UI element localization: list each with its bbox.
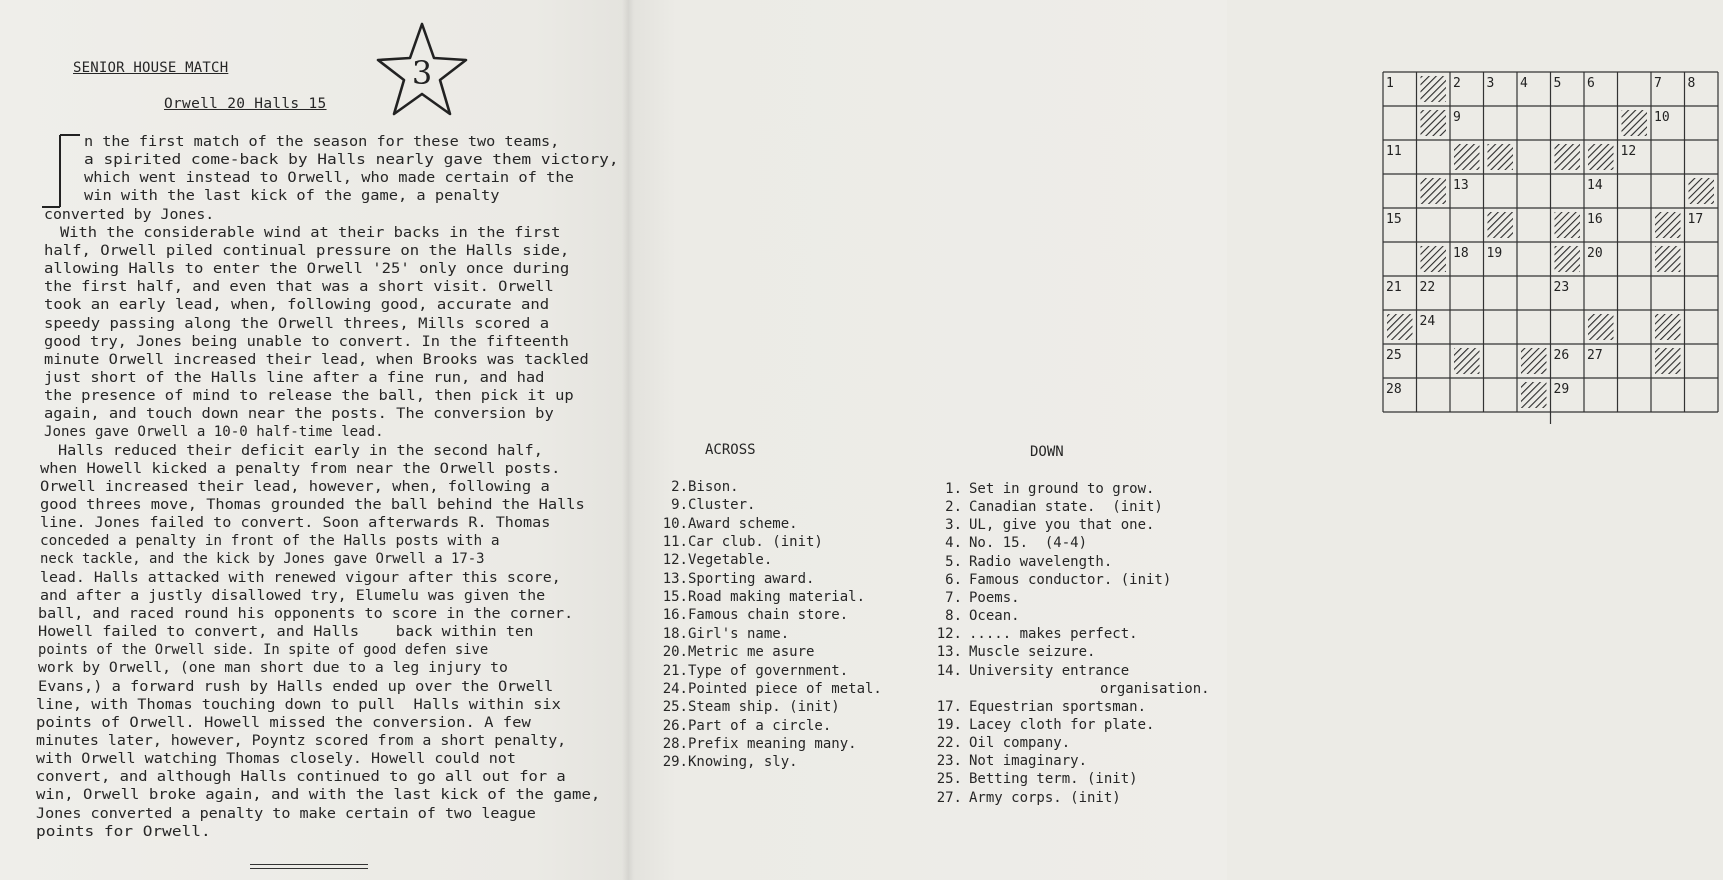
shaded-cell bbox=[1689, 178, 1715, 204]
article-line: half, Orwell piled continual pressure on the Halls side, bbox=[44, 242, 570, 259]
shaded-cell bbox=[1454, 348, 1480, 374]
clue-number: 22 bbox=[1419, 280, 1436, 295]
article-line: convert, and although Halls continued to go all out for a bbox=[36, 769, 566, 786]
clue-text: Type of government. bbox=[688, 662, 849, 679]
clue-number: 18 bbox=[1453, 246, 1469, 261]
article-line: Jones gave Orwell a 10-0 half-time lead. bbox=[44, 424, 384, 441]
clue-number: 8. bbox=[945, 608, 962, 625]
shaded-cell bbox=[1555, 144, 1581, 170]
article-line: neck tackle, and the kick by Jones gave Orwell a 17-3 bbox=[40, 551, 485, 568]
clue-text: ..... makes perfect. bbox=[969, 626, 1138, 643]
article-line: points of Orwell. Howell missed the conversion. A few bbox=[36, 714, 531, 731]
clue-number: 4 bbox=[1520, 76, 1528, 91]
clue-text: Set in ground to grow. bbox=[969, 481, 1155, 497]
clue-number: 19 bbox=[1486, 246, 1503, 261]
article-line: just short of the Halls line after a fine run, and had bbox=[44, 369, 545, 386]
article-line: minutes later, however, Poyntz scored from a short penalty, bbox=[36, 732, 567, 749]
article-line: converted by Jones. bbox=[44, 206, 215, 223]
article-line: speedy passing along the Orwell threes, Mills scored a bbox=[44, 315, 550, 332]
divider bbox=[250, 868, 368, 869]
clue-text: Car club. (init) bbox=[688, 534, 823, 551]
clue-number: 29. bbox=[662, 754, 688, 771]
article-line: which went instead to Orwell, who made certain of the bbox=[84, 170, 574, 187]
clue-number: 24 bbox=[1419, 314, 1436, 329]
clue-text: No. 15. (4-4) bbox=[969, 535, 1088, 552]
article-line: win with the last kick of the game, a penalty bbox=[84, 188, 500, 205]
article-line: Evans,) a forward rush by Halls ended up over the Orwell bbox=[38, 678, 554, 695]
clue-number: 16. bbox=[662, 607, 688, 624]
clue-text: Canadian state. (init) bbox=[969, 499, 1163, 516]
shaded-cell bbox=[1655, 314, 1681, 340]
clue-number: 23. bbox=[936, 753, 962, 770]
shaded-cell bbox=[1488, 212, 1514, 238]
article-line: took an early lead, when, following good, accurate and bbox=[44, 297, 550, 314]
shaded-cell bbox=[1622, 110, 1648, 136]
clue-number: 14. bbox=[936, 662, 962, 679]
shaded-cell bbox=[1555, 212, 1581, 238]
article-line: allowing Halls to enter the Orwell '25' only once during bbox=[44, 261, 570, 278]
clue-number: 25. bbox=[936, 771, 962, 788]
clue-number: 17. bbox=[936, 698, 962, 715]
clue-number: 16 bbox=[1587, 212, 1603, 227]
shaded-cell bbox=[1421, 178, 1447, 204]
shaded-cell bbox=[1588, 314, 1614, 340]
article-line: n the first match of the season for these two teams, bbox=[84, 134, 560, 150]
clue-number: 14 bbox=[1587, 178, 1603, 193]
article-line: and after a justly disallowed try, Elumelu was given the bbox=[40, 587, 546, 604]
clue-number: 3. bbox=[945, 517, 962, 534]
article-line: the first half, and even that was a short visit. Orwell bbox=[44, 279, 554, 296]
shaded-cell bbox=[1421, 246, 1447, 272]
clue-text: Army corps. (init) bbox=[969, 789, 1121, 806]
drop-cap bbox=[40, 133, 80, 209]
clue-number: 4. bbox=[945, 535, 962, 552]
article-line: when Howell kicked a penalty from near the Orwell posts. bbox=[40, 460, 561, 477]
clue-number: 2 bbox=[1453, 76, 1461, 91]
clue-number: 15. bbox=[662, 589, 688, 606]
article-line: minute Orwell increased their lead, when Brooks was tackled bbox=[44, 351, 589, 368]
clue-number: 11 bbox=[1386, 144, 1402, 159]
article-line: points of the Orwell side. In spite of good defen sive bbox=[38, 642, 489, 659]
clue-number: 25 bbox=[1386, 348, 1402, 363]
shaded-cell bbox=[1421, 110, 1447, 136]
article-line: a spirited come-back by Halls nearly gave them victory, bbox=[84, 152, 619, 169]
star-number: 3 bbox=[411, 54, 433, 92]
crossword-grid bbox=[1383, 72, 1723, 418]
clue-text: Oil company. bbox=[969, 735, 1071, 752]
article-line: lead. Halls attacked with renewed vigour after this score, bbox=[40, 569, 561, 586]
clue-text: Vegetable. bbox=[688, 552, 773, 569]
clue-text: Equestrian sportsman. bbox=[969, 698, 1147, 715]
article-line: line. Jones failed to convert. Soon afterwards R. Thomas bbox=[40, 515, 551, 532]
article-line: again, and touch down near the posts. The conversion by bbox=[44, 406, 554, 423]
article-line: points for Orwell. bbox=[36, 823, 211, 840]
clue-number: 3 bbox=[1486, 76, 1495, 91]
clue-text: Poems. bbox=[969, 589, 1020, 606]
clue-text: Betting term. (init) bbox=[969, 771, 1138, 788]
article-line: good try, Jones being unable to convert. In the fifteenth bbox=[44, 333, 569, 350]
clue-text: Not imaginary. bbox=[969, 753, 1088, 770]
clue-number: 23 bbox=[1553, 280, 1570, 295]
clue-number: 9. bbox=[671, 497, 688, 514]
shaded-cell bbox=[1555, 246, 1581, 272]
clue-number: 10 bbox=[1654, 110, 1670, 125]
clue-number: 21 bbox=[1386, 280, 1402, 295]
clue-number: 6. bbox=[945, 571, 962, 588]
clue-number: 25. bbox=[662, 699, 688, 716]
clue-number: 27 bbox=[1587, 348, 1603, 363]
clue-number: 28. bbox=[662, 735, 688, 752]
clue-number: 20. bbox=[662, 644, 688, 661]
shaded-cell bbox=[1387, 314, 1413, 340]
clue-number: 9 bbox=[1453, 110, 1461, 125]
clue-number: 10. bbox=[662, 515, 688, 532]
shaded-cell bbox=[1488, 144, 1514, 170]
page-gutter bbox=[622, 0, 634, 880]
clue-text: Steam ship. (init) bbox=[688, 699, 840, 716]
article-line: win, Orwell broke again, and with the last kick of the game, bbox=[36, 787, 601, 804]
article-line: line, with Thomas touching down to pull Halls within six bbox=[36, 696, 561, 713]
divider bbox=[250, 864, 368, 865]
clue-text: Ocean. bbox=[969, 608, 1020, 625]
article-line: work by Orwell, (one man short due to a leg injury to bbox=[38, 660, 508, 677]
clue-text: Famous chain store. bbox=[688, 607, 849, 624]
clue-text: Lacey cloth for plate. bbox=[969, 716, 1155, 733]
clue-number: 2. bbox=[671, 479, 688, 495]
article-line: Orwell increased their lead, however, when, following a bbox=[40, 478, 550, 495]
match-score: Orwell 20 Halls 15 bbox=[164, 96, 327, 112]
clue-number: 13 bbox=[1453, 178, 1469, 193]
clue-number: 26 bbox=[1553, 348, 1570, 363]
shaded-cell bbox=[1655, 348, 1681, 374]
clue-number: 7. bbox=[945, 589, 962, 606]
clue-text: UL, give you that one. bbox=[969, 517, 1155, 534]
clue-number: 22. bbox=[936, 735, 962, 752]
clue-number: 1 bbox=[1386, 76, 1394, 91]
clue-number: 29 bbox=[1553, 382, 1570, 397]
shaded-cell bbox=[1521, 348, 1547, 374]
clue-text: Muscle seizure. bbox=[969, 644, 1096, 661]
clue-text: Metric me asure bbox=[688, 644, 815, 661]
clue-text: Part of a circle. bbox=[688, 717, 832, 734]
clue-number: 2. bbox=[945, 499, 962, 516]
left-page bbox=[0, 0, 628, 880]
clue-number: 12 bbox=[1620, 144, 1637, 159]
clue-number: 6 bbox=[1587, 76, 1595, 91]
clue-number: 15 bbox=[1386, 212, 1402, 227]
clue-number: 17 bbox=[1687, 212, 1704, 227]
clue-number: 24. bbox=[662, 680, 688, 697]
shaded-cell bbox=[1521, 382, 1547, 408]
article-line: with Orwell watching Thomas closely. Howell could not bbox=[36, 751, 516, 768]
clue-number: 18. bbox=[662, 625, 688, 642]
section-heading: SENIOR HOUSE MATCH bbox=[73, 60, 229, 76]
across-heading: ACROSS bbox=[705, 442, 756, 458]
clue-number: 5. bbox=[945, 553, 962, 570]
shaded-cell bbox=[1655, 246, 1681, 272]
clue-number: 27. bbox=[936, 789, 962, 806]
clue-number: 26. bbox=[662, 717, 688, 734]
clue-text: Bison. bbox=[688, 479, 739, 495]
right-page bbox=[628, 0, 1704, 880]
clue-number: 1. bbox=[945, 481, 962, 497]
clue-number: 8 bbox=[1687, 76, 1696, 91]
clue-text: Road making material. bbox=[688, 589, 866, 606]
clue-text: Sporting award. bbox=[688, 570, 815, 587]
article-line: With the considerable wind at their backs in the first bbox=[60, 224, 561, 241]
clue-text: Pointed piece of metal. bbox=[688, 680, 882, 697]
star-icon bbox=[374, 20, 474, 120]
shaded-cell bbox=[1421, 76, 1447, 102]
article-line: Howell failed to convert, and Halls back within ten bbox=[38, 624, 534, 641]
article-line: Halls reduced their deficit early in the second half, bbox=[58, 442, 543, 459]
clue-text: Radio wavelength. bbox=[969, 553, 1113, 570]
article-line: Jones converted a penalty to make certain of two league bbox=[36, 805, 536, 822]
article-line: conceded a penalty in front of the Halls posts with a bbox=[40, 533, 500, 550]
clue-text: Girl's name. bbox=[688, 625, 790, 642]
article-line: the presence of mind to release the ball, then pick it up bbox=[44, 388, 574, 405]
clue-text: organisation. bbox=[1100, 680, 1210, 697]
clue-number: 28 bbox=[1386, 382, 1402, 397]
clue-number: 5 bbox=[1553, 76, 1562, 91]
clue-text: Knowing, sly. bbox=[688, 754, 798, 771]
clue-text: Cluster. bbox=[688, 497, 756, 514]
clue-number: 21. bbox=[662, 662, 688, 679]
clue-text: Prefix meaning many. bbox=[688, 735, 857, 752]
clue-number: 13. bbox=[662, 570, 688, 587]
clue-number: 7 bbox=[1654, 76, 1662, 91]
clue-number: 12. bbox=[936, 626, 962, 643]
article-line: good threes move, Thomas grounded the ball behind the Halls bbox=[40, 497, 585, 513]
clue-number: 11. bbox=[662, 534, 688, 551]
clue-number: 13. bbox=[936, 644, 962, 661]
shaded-cell bbox=[1454, 144, 1480, 170]
down-heading: DOWN bbox=[1030, 444, 1064, 460]
article-line: ball, and raced round his opponents to score in the corner. bbox=[38, 605, 574, 622]
clue-text: University entrance bbox=[969, 662, 1130, 679]
clue-text: Award scheme. bbox=[688, 515, 798, 532]
clue-number: 19. bbox=[936, 716, 962, 733]
shaded-cell bbox=[1655, 212, 1681, 238]
clue-text: Famous conductor. (init) bbox=[969, 571, 1172, 588]
clue-number: 20 bbox=[1587, 246, 1603, 261]
shaded-cell bbox=[1588, 144, 1614, 170]
clue-number: 12. bbox=[662, 552, 688, 569]
